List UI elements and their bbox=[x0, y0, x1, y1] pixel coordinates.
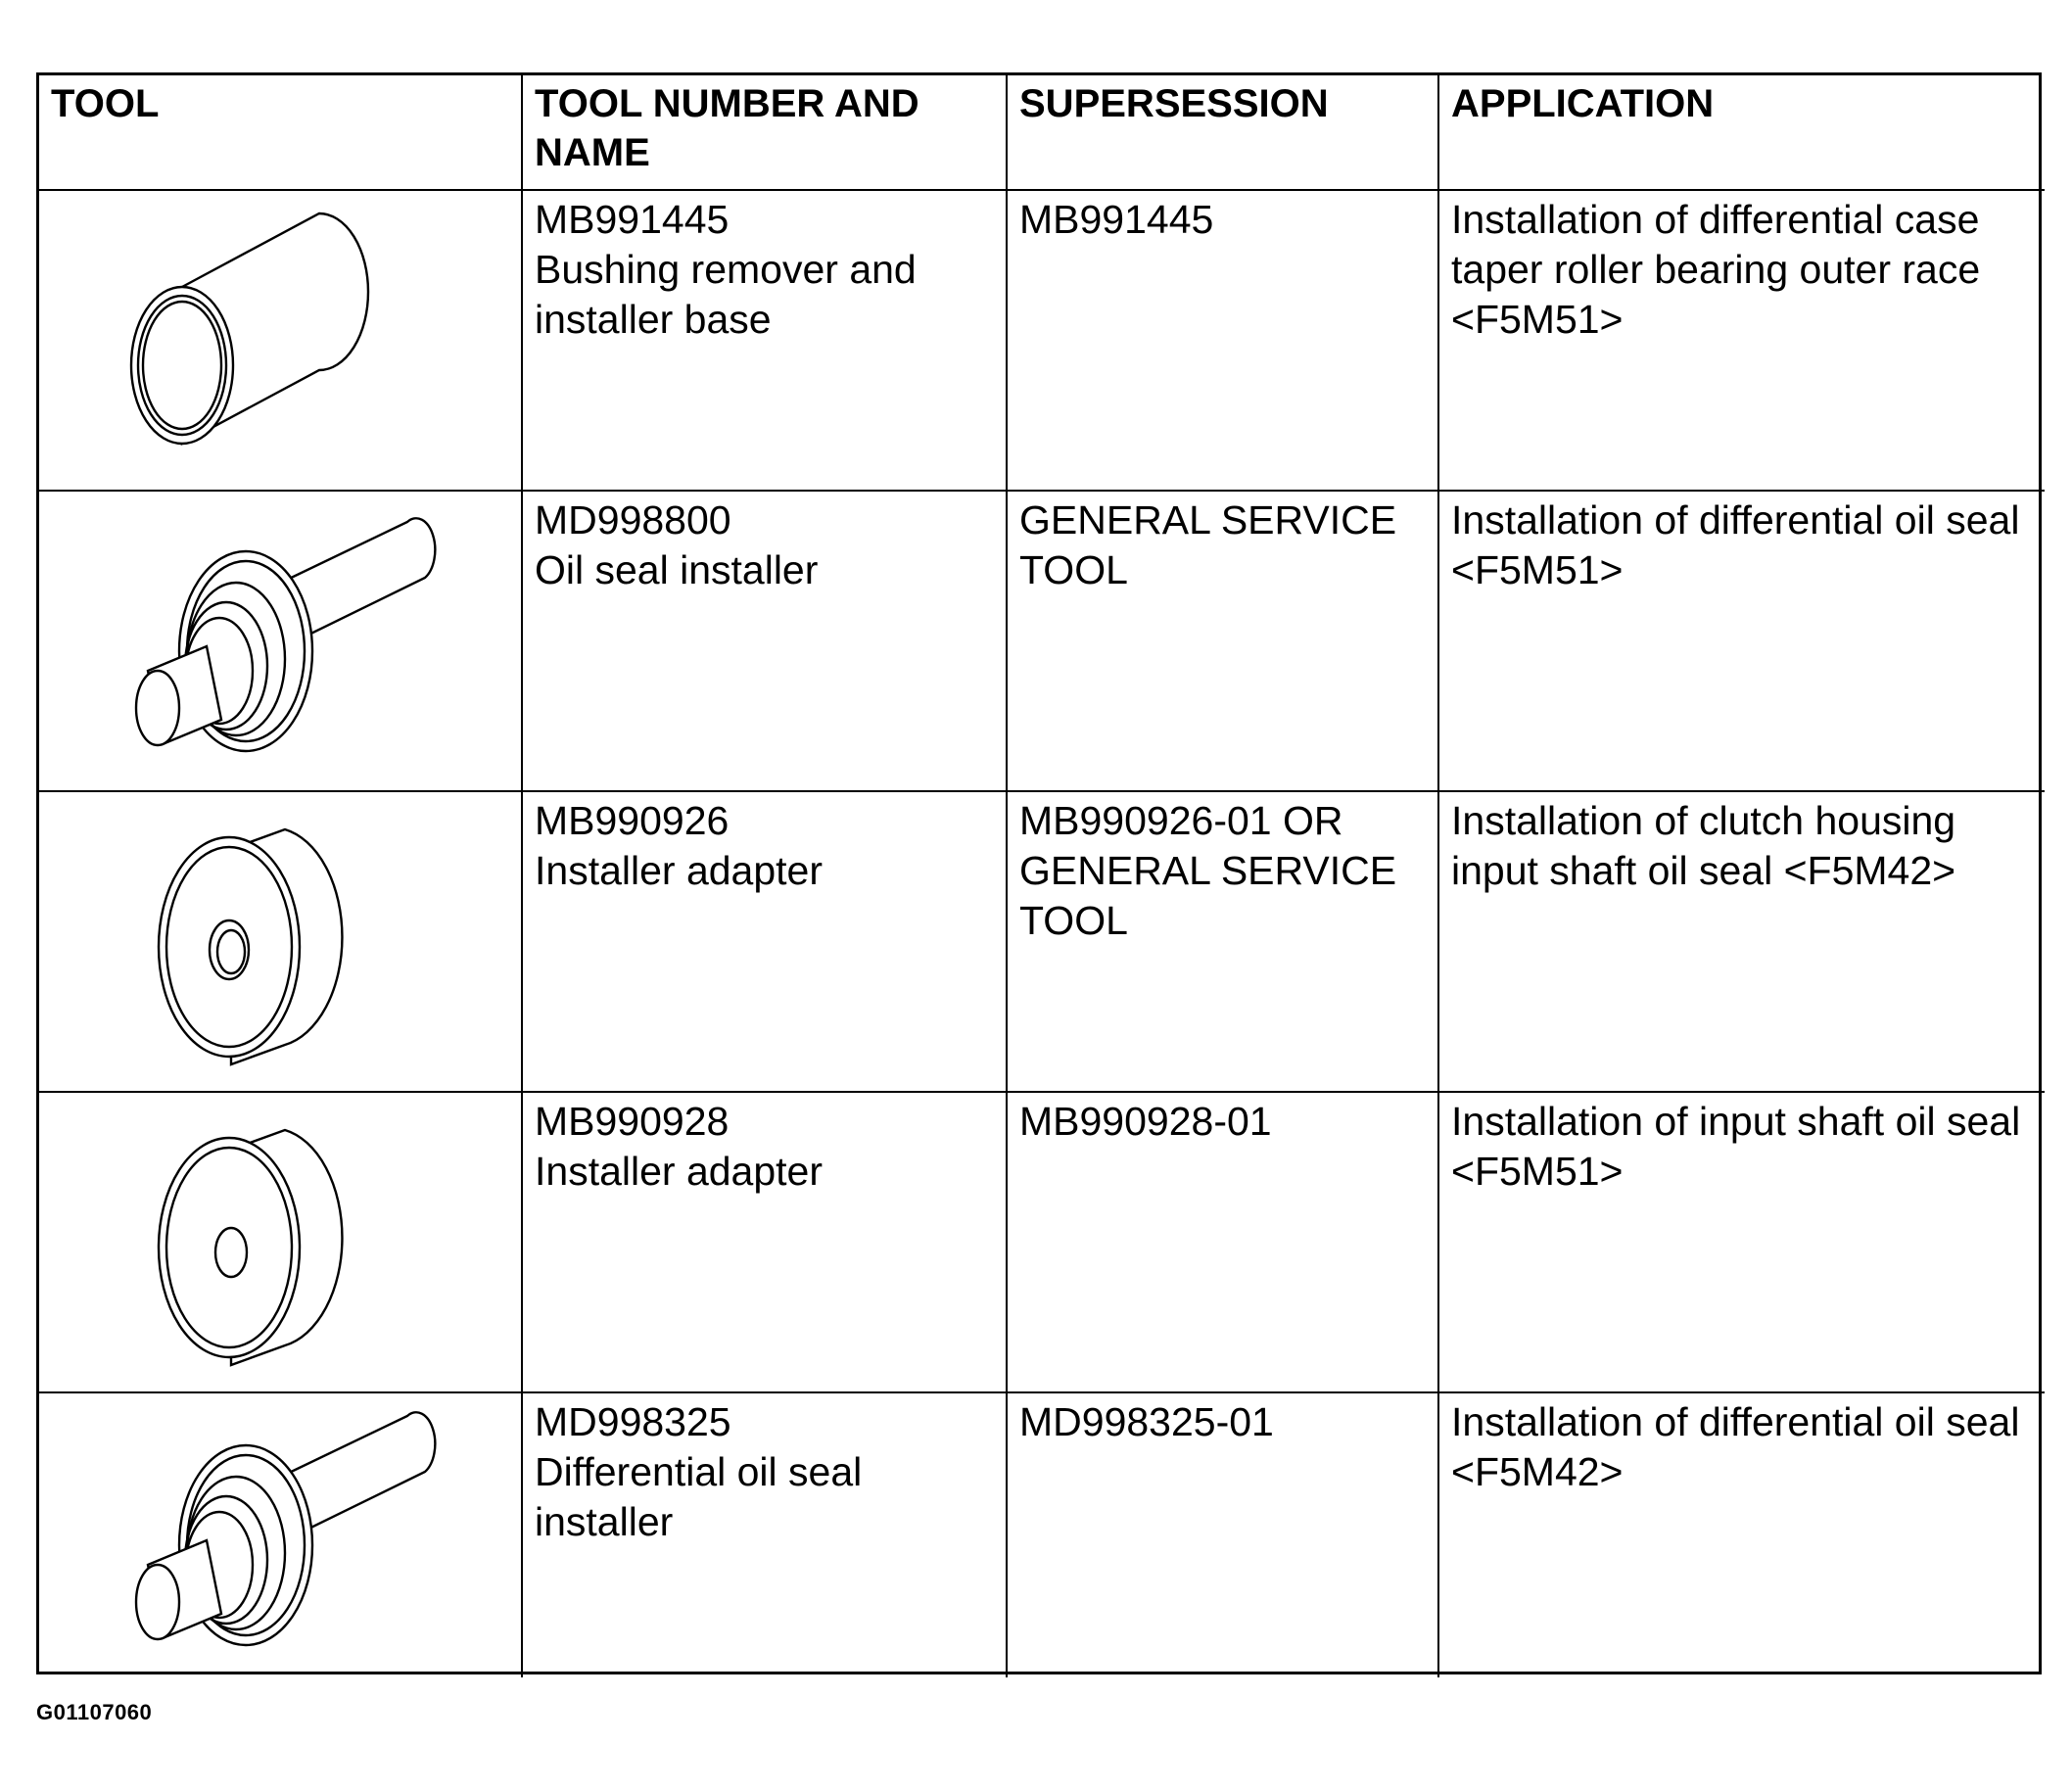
header-supersession-label: SUPERSESSION bbox=[1019, 82, 1329, 125]
application-cell bbox=[1439, 792, 2045, 1093]
application-line: Installation of input shaft oil seal bbox=[1451, 1099, 2021, 1144]
supersession-line: TOOL bbox=[1019, 898, 1128, 943]
oil-seal-installer-icon bbox=[114, 504, 447, 778]
application-cell bbox=[1439, 191, 2045, 492]
header-tool bbox=[39, 75, 523, 191]
tool-image-cell bbox=[39, 492, 523, 792]
installer-adapter-icon bbox=[114, 1106, 447, 1380]
tool-name-line: installer bbox=[535, 1499, 674, 1544]
application-line: <F5M51> bbox=[1451, 547, 1624, 592]
supersession-line: MB991445 bbox=[1019, 197, 1214, 242]
header-tool-number-label: TOOL NUMBER AND bbox=[535, 82, 919, 125]
supersession-cell bbox=[1008, 492, 1439, 792]
tool-name-line: Differential oil seal bbox=[535, 1449, 863, 1494]
supersession-cell bbox=[1008, 1093, 1439, 1393]
application-line: <F5M51> bbox=[1451, 297, 1624, 342]
tool-number-name-cell bbox=[523, 792, 1008, 1093]
tool-image-cell bbox=[39, 1393, 523, 1677]
application-line: Installation of differential oil seal bbox=[1451, 497, 2020, 542]
tool-number-name-cell bbox=[523, 1393, 1008, 1677]
header-application bbox=[1439, 75, 2045, 191]
supersession-cell bbox=[1008, 792, 1439, 1093]
tool-image-cell bbox=[39, 191, 523, 492]
tool-number: MB990926 bbox=[535, 798, 730, 843]
tool-image-cell bbox=[39, 792, 523, 1093]
header-application-label: APPLICATION bbox=[1451, 82, 1715, 125]
supersession-line: MB990928-01 bbox=[1019, 1099, 1272, 1144]
application-line: taper roller bearing outer race bbox=[1451, 247, 1981, 292]
tool-name-line: Installer adapter bbox=[535, 848, 824, 893]
differential-oil-seal-installer-icon bbox=[114, 1398, 447, 1673]
application-cell bbox=[1439, 1093, 2045, 1393]
supersession-line: MB990926-01 OR bbox=[1019, 798, 1343, 843]
tool-name-line: Installer adapter bbox=[535, 1149, 824, 1194]
tool-name-line: Oil seal installer bbox=[535, 547, 819, 592]
application-line: Installation of clutch housing bbox=[1451, 798, 1956, 843]
application-line: Installation of differential case bbox=[1451, 197, 1980, 242]
supersession-line: GENERAL SERVICE bbox=[1019, 497, 1397, 542]
tool-image-cell bbox=[39, 1093, 523, 1393]
tool-number: MD998325 bbox=[535, 1399, 731, 1444]
header-tool-label: TOOL bbox=[51, 82, 160, 125]
supersession-line: GENERAL SERVICE bbox=[1019, 848, 1397, 893]
header-supersession bbox=[1008, 75, 1439, 191]
application-cell bbox=[1439, 492, 2045, 792]
figure-id: G01107060 bbox=[36, 1700, 153, 1724]
tool-name-line: installer base bbox=[535, 297, 772, 342]
tool-name-line: Bushing remover and bbox=[535, 247, 917, 292]
application-line: <F5M42> bbox=[1451, 1449, 1624, 1494]
header-tool-number-name bbox=[523, 75, 1008, 191]
application-line: input shaft oil seal <F5M42> bbox=[1451, 848, 1956, 893]
installer-adapter-icon bbox=[114, 805, 447, 1079]
supersession-line: TOOL bbox=[1019, 547, 1128, 592]
special-tools-table bbox=[36, 72, 2042, 1674]
supersession-line: MD998325-01 bbox=[1019, 1399, 1274, 1444]
tool-number: MB991445 bbox=[535, 197, 730, 242]
tool-number: MD998800 bbox=[535, 497, 731, 542]
supersession-cell bbox=[1008, 191, 1439, 492]
tool-number: MB990928 bbox=[535, 1099, 730, 1144]
tool-number-name-cell bbox=[523, 191, 1008, 492]
bushing-base-icon bbox=[114, 204, 447, 478]
application-line: <F5M51> bbox=[1451, 1149, 1624, 1194]
supersession-cell bbox=[1008, 1393, 1439, 1677]
application-cell bbox=[1439, 1393, 2045, 1677]
application-line: Installation of differential oil seal bbox=[1451, 1399, 2020, 1444]
tool-number-name-cell bbox=[523, 492, 1008, 792]
header-tool-name-label: NAME bbox=[535, 131, 650, 174]
tool-number-name-cell bbox=[523, 1093, 1008, 1393]
